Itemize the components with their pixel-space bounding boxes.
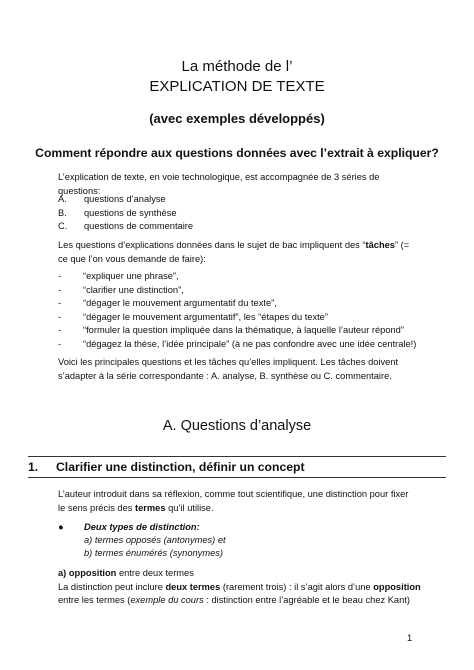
task-text: “dégagez la thèse, l’idée principale” (à ne pas confondre avec une idée centrale!): [83, 338, 417, 349]
opp-l2-text-b: : distinction entre l’agréable et le beau chez Kant): [203, 595, 410, 605]
opp-l1-rest: (rarement trois) : il s’agit alors d’une: [220, 581, 374, 592]
doc-title-line2: EXPLICATION DE TEXTE: [149, 78, 325, 95]
opp-l1-text: La distinction peut inclure: [58, 581, 166, 592]
list-item: [58, 297, 416, 311]
auteur-text-a: L’auteur introduit dans sa réflexion, comme tout scientifique, une distinction pour fixer le sens précis des: [58, 489, 409, 513]
subsection-heading: [28, 460, 305, 474]
dash-marker: -: [58, 338, 62, 349]
opposition-paragraph: [58, 567, 428, 608]
dash-marker: -: [58, 298, 62, 308]
bullet-line-b: b) termes énumérés (synonymes): [84, 548, 223, 558]
bullet-dot-icon: ●: [58, 522, 64, 532]
task-text: “formuler la question impliquée dans la thématique, à laquelle l’auteur répond”: [83, 325, 404, 335]
voici-paragraph: Voici les principales questions et les tâches qu’elles impliquent. Les tâches doivent s’adapter à la série correspondante : A. analyse, B. synthèse ou C. commentaire.: [58, 357, 399, 381]
divider-top: [28, 456, 446, 457]
list-item: [58, 207, 193, 221]
opposition-heading-rest: entre deux termes: [116, 568, 194, 578]
task-text: “dégager le mouvement argumentatif du texte”,: [83, 298, 277, 308]
list-label: questions de synthèse: [84, 207, 177, 218]
list-item: [58, 193, 193, 207]
tasks-intro-paragraph: [58, 239, 418, 266]
list-label: questions d’analyse: [84, 194, 166, 204]
list-letter: A.: [58, 194, 67, 204]
list-letter: C.: [58, 221, 68, 231]
tasks-intro-text-a: Les questions d’explications données dans le sujet de bac impliquent des “: [58, 240, 366, 250]
auteur-bold: termes: [135, 502, 166, 513]
list-item: [58, 324, 416, 338]
opp-l2-italic: exemple du cours: [130, 595, 204, 605]
list-item: [58, 284, 416, 298]
main-question-heading: Comment répondre aux questions données avec l’extrait à expliquer?: [35, 146, 439, 160]
opp-l2-text-a: entre les termes (: [58, 595, 131, 605]
doc-title-line1: La méthode de l’: [181, 58, 293, 75]
list-item: [58, 311, 416, 325]
bullet-line-a: a) termes opposés (antonymes) et: [84, 535, 226, 545]
auteur-text-b: qu’il utilise.: [165, 502, 214, 513]
opposition-line2: [58, 594, 428, 608]
list-label: questions de commentaire: [84, 221, 194, 231]
opposition-line1: [58, 581, 428, 595]
task-text: “expliquer une phrase”,: [83, 271, 179, 281]
dash-marker: -: [58, 325, 62, 335]
opp-l1-bold: deux termes: [165, 581, 221, 592]
section-a-heading: A. Questions d’analyse: [162, 418, 312, 434]
auteur-paragraph: [58, 488, 418, 515]
subsection-title: Clarifier une distinction, définir un concept: [56, 460, 305, 474]
dash-marker: -: [58, 311, 62, 322]
distinction-bullet: [58, 521, 226, 560]
question-types-list: [58, 193, 193, 234]
page-number: 1: [407, 633, 413, 643]
bullet-heading: Deux types de distinction:: [84, 522, 200, 532]
doc-subtitle: (avec exemples développés): [149, 111, 325, 126]
opp-l1-bold2: opposition: [373, 581, 421, 592]
divider-bottom: [28, 477, 446, 478]
tasks-intro-text-b: ” (= ce que l’on vous demande de faire):: [58, 240, 410, 264]
task-text: “clarifier une distinction”,: [83, 284, 184, 295]
tasks-list: [58, 270, 416, 351]
dash-marker: -: [58, 271, 62, 281]
task-text: “dégager le mouvement argumentatif”, les “étapes du texte”: [83, 311, 328, 322]
intro-paragraph: L’explication de texte, en voie technologique, est accompagnée de 3 séries de questions:: [58, 172, 380, 196]
list-item: [58, 270, 416, 284]
subsection-number: 1.: [28, 460, 39, 474]
list-item: [58, 338, 416, 352]
opposition-heading-bold: a) opposition: [58, 568, 117, 578]
tasks-intro-bold: tâches: [365, 240, 395, 250]
list-item: [58, 220, 193, 234]
dash-marker: -: [58, 284, 62, 295]
list-letter: B.: [58, 207, 67, 218]
opposition-heading: [58, 567, 428, 581]
